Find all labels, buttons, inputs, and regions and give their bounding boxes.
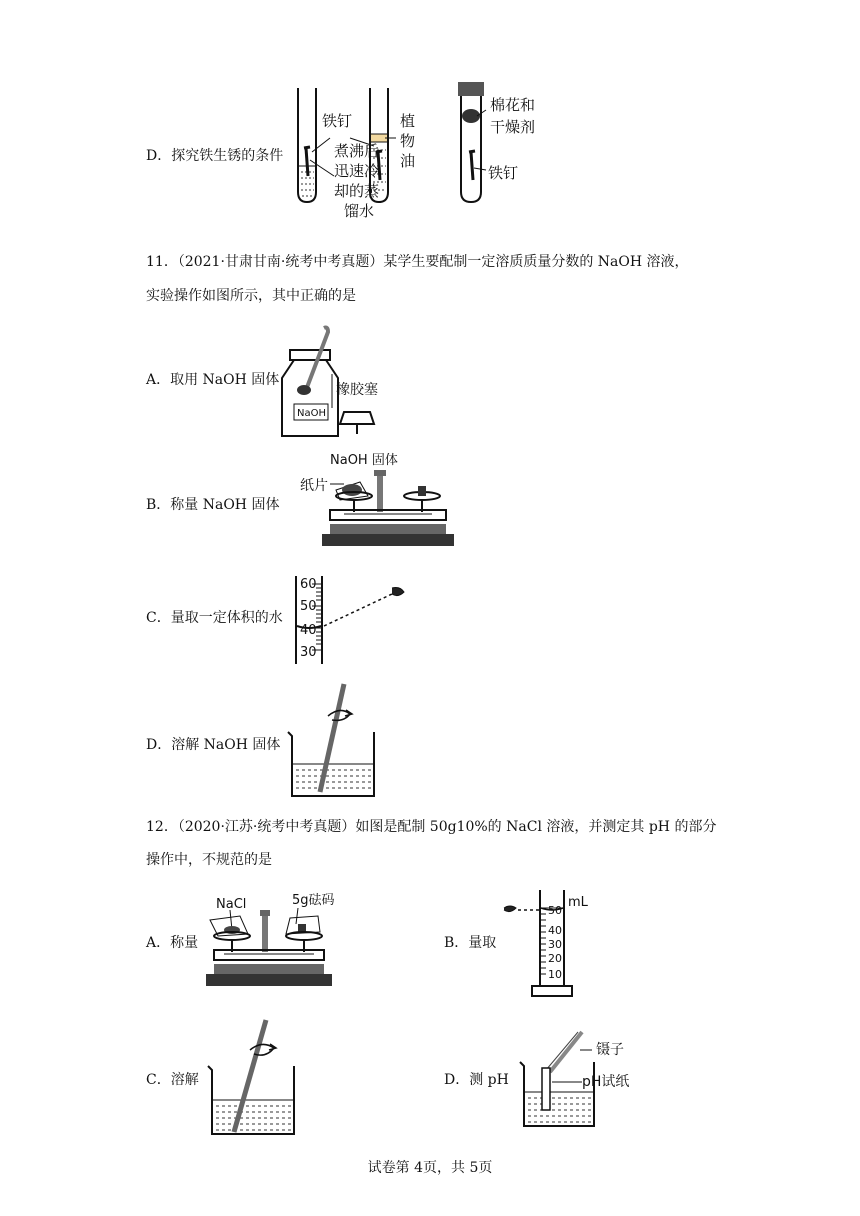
q11-option-d: D．溶解 NaOH 固体 (146, 737, 281, 753)
scale-tick-30: 30 (300, 645, 317, 660)
q10-option-d: D．探究铁生锈的条件 (146, 148, 284, 164)
tweezers-label: 镊子 (596, 1042, 624, 1058)
label-oil-2: 物 (400, 132, 416, 150)
beaker-stirring-figure-q12 (204, 1016, 314, 1140)
paper-label: 纸片 (300, 478, 328, 494)
beaker-stirring-figure-q11 (284, 680, 394, 804)
cyl-tick-40: 40 (548, 924, 562, 937)
ml-label: mL (568, 895, 588, 910)
solid-label: NaOH 固体 (330, 453, 398, 468)
ph-paper-label: pH试纸 (582, 1074, 630, 1090)
label-boiled-1: 煮沸后 (334, 142, 380, 160)
label-nail-1: 铁钉 (322, 112, 353, 130)
measuring-cylinder-figure (500, 886, 610, 1002)
label-cotton-2: 干燥剂 (490, 118, 536, 136)
cyl-tick-50: 50 (548, 904, 562, 917)
cyl-tick-10: 10 (548, 968, 562, 981)
cyl-tick-20: 20 (548, 952, 562, 965)
label-oil-1: 植 (400, 112, 416, 130)
scale-tick-50: 50 (300, 599, 317, 614)
graduated-scale-figure (288, 572, 418, 668)
ph-test-figure (520, 1028, 660, 1132)
scale-tick-40: 40 (300, 623, 317, 638)
q12-option-c: C．溶解 (146, 1072, 199, 1088)
q12-stem-line-2: 操作中，不规范的是 (146, 852, 272, 868)
q11-option-b: B．称量 NaOH 固体 (146, 497, 280, 513)
q11-stem-line-2: 实验操作如图所示，其中正确的是 (146, 288, 356, 304)
bottle-label: NaOH (297, 408, 326, 419)
page-footer: 试卷第 4页，共 5页 (367, 1160, 493, 1176)
label-boiled-3: 却的蒸 (334, 182, 380, 200)
nacl-label: NaCl (216, 897, 247, 912)
q11-option-a: A．取用 NaOH 固体 (146, 372, 280, 388)
q11-stem-line-1: 11．（2021·甘肃甘南·统考中考真题）某学生要配制一定溶质质量分数的 NaOH 溶液， (146, 254, 689, 270)
q12-option-b: B．量取 (444, 935, 497, 951)
stopper-label: 橡胶塞 (336, 382, 378, 398)
balance-figure-q12 (200, 888, 350, 998)
label-boiled-4: 馏水 (344, 202, 375, 220)
cyl-tick-30: 30 (548, 938, 562, 951)
scale-tick-60: 60 (300, 577, 317, 592)
q12-stem-line-1: 12．（2020·江苏·统考中考真题）如图是配制 50g10%的 NaCl 溶液，并测定其 pH 的部分 (146, 819, 717, 835)
rusting-test-tubes-figure (290, 80, 550, 230)
label-oil-3: 油 (400, 152, 416, 170)
label-nail-3: 铁钉 (488, 164, 519, 182)
q11-option-c: C．量取一定体积的水 (146, 610, 283, 626)
reagent-bottle-figure (276, 324, 406, 444)
weight-label: 5g砝码 (292, 893, 335, 908)
q12-option-d: D．测 pH (444, 1072, 509, 1088)
label-boiled-2: 迅速冷 (334, 162, 380, 180)
balance-figure-q11 (300, 450, 460, 554)
q12-option-a: A．称量 (146, 935, 199, 951)
label-cotton-1: 棉花和 (490, 96, 536, 114)
